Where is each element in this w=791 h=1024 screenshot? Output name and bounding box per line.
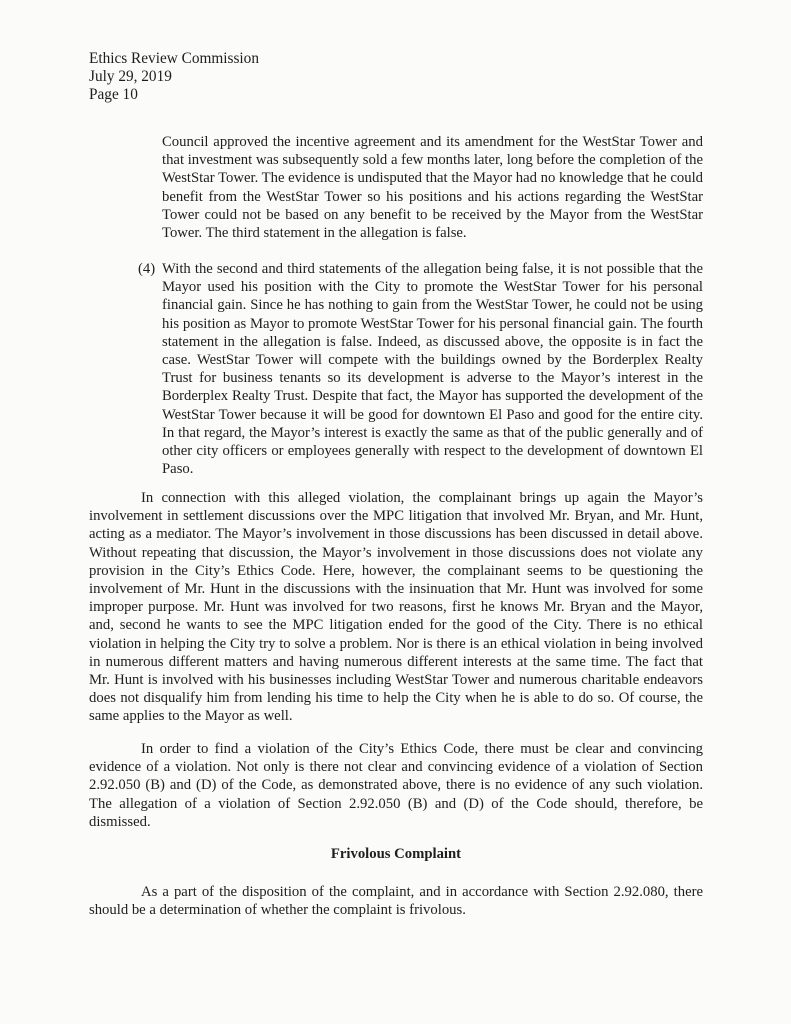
- list-item-text: With the second and third statements of the allegation being false, it is not possible that the Mayor used his position with the City to promote the WestStar Tower for his personal financial gain. Since he has nothing to gain from the WestStar Tower, he could not be using his position as Mayor to promote WestStar Tower for his personal financial gain. The fourth statement in the allegation is false. Indeed, as discussed above, the opposite is in fact the case. WestStar Tower will compete with the buildings owned by the Borderplex Realty Trust for business tenants so its development is adverse to the Mayor’s interest in the Borderplex Realty Trust. Despite that fact, the Mayor has supported the development of the WestStar Tower because it will be good for downtown El Paso and good for the entire city. In that regard, the Mayor’s interest is exactly the same as that of the public generally and of other city officers or employees generally with respect to the development of downtown El Paso.: [162, 261, 703, 478]
- list-item-4: [138, 260, 703, 478]
- header-page-number: Page 10: [89, 86, 138, 103]
- body-paragraph-frivolous: As a part of the disposition of the complaint, and in accordance with Section 2.92.080, there should be a determination of whether the complaint is frivolous.: [89, 884, 703, 919]
- header-recipient: Ethics Review Commission: [89, 50, 259, 67]
- header-date: July 29, 2019: [89, 68, 172, 85]
- list-item-number: (4): [138, 261, 156, 277]
- body-paragraph-mpc-litigation: In connection with this alleged violation, the complainant brings up again the Mayor’s involvement in settlement discussions over the MPC litigation that involved Mr. Bryan, and Mr. Hunt, acting as a mediator. The Mayor’s involvement in those discussions has been discussed in detail above. Without repeating that discussion, the Mayor’s involvement in those discussions does not violate any provision in the City’s Ethics Code. Here, however, the complainant seems to be questioning the involvement of Mr. Hunt in the discussions with the insinuation that Mr. Hunt was involved for some improper purpose. Mr. Hunt was involved for two reasons, first he knows Mr. Bryan and the Mayor, and, second he wants to see the MPC litigation ended for the good of the City. There is no ethical violation in helping the City try to solve a problem. Nor is there is an ethical violation in being involved in numerous different matters and having numerous different interests at the same time. The fact that Mr. Hunt is involved with his businesses including WestStar Tower and numerous charitable endeavors does not disqualify him from lending his time to help the City when he is able to do so. Of course, the same applies to the Mayor as well.: [89, 490, 703, 725]
- section-heading: Frivolous Complaint: [330, 846, 462, 862]
- continued-list-item-text: Council approved the incentive agreement and its amendment for the WestStar Tower and that investment was subsequently sold a few months later, long before the completion of the WestStar Tower. The evidence is undisputed that the Mayor had no knowledge that he could benefit from the WestStar Tower so his positions and his actions regarding the WestStar Tower could not be based on any benefit to be received by the Mayor from the WestStar Tower. The third statement in the allegation is false.: [162, 134, 703, 242]
- body-paragraph-conclusion: In order to find a violation of the City’s Ethics Code, there must be clear and convincing evidence of a violation. Not only is there not clear and convincing evidence of a violation of Section 2.92.050 (B) and (D) of the Code, as demonstrated above, there is no evidence of any such violation. The allegation of a violation of Section 2.92.050 (B) and (D) of the Code should, therefore, be dismissed.: [89, 741, 703, 830]
- letter-header: [89, 50, 259, 104]
